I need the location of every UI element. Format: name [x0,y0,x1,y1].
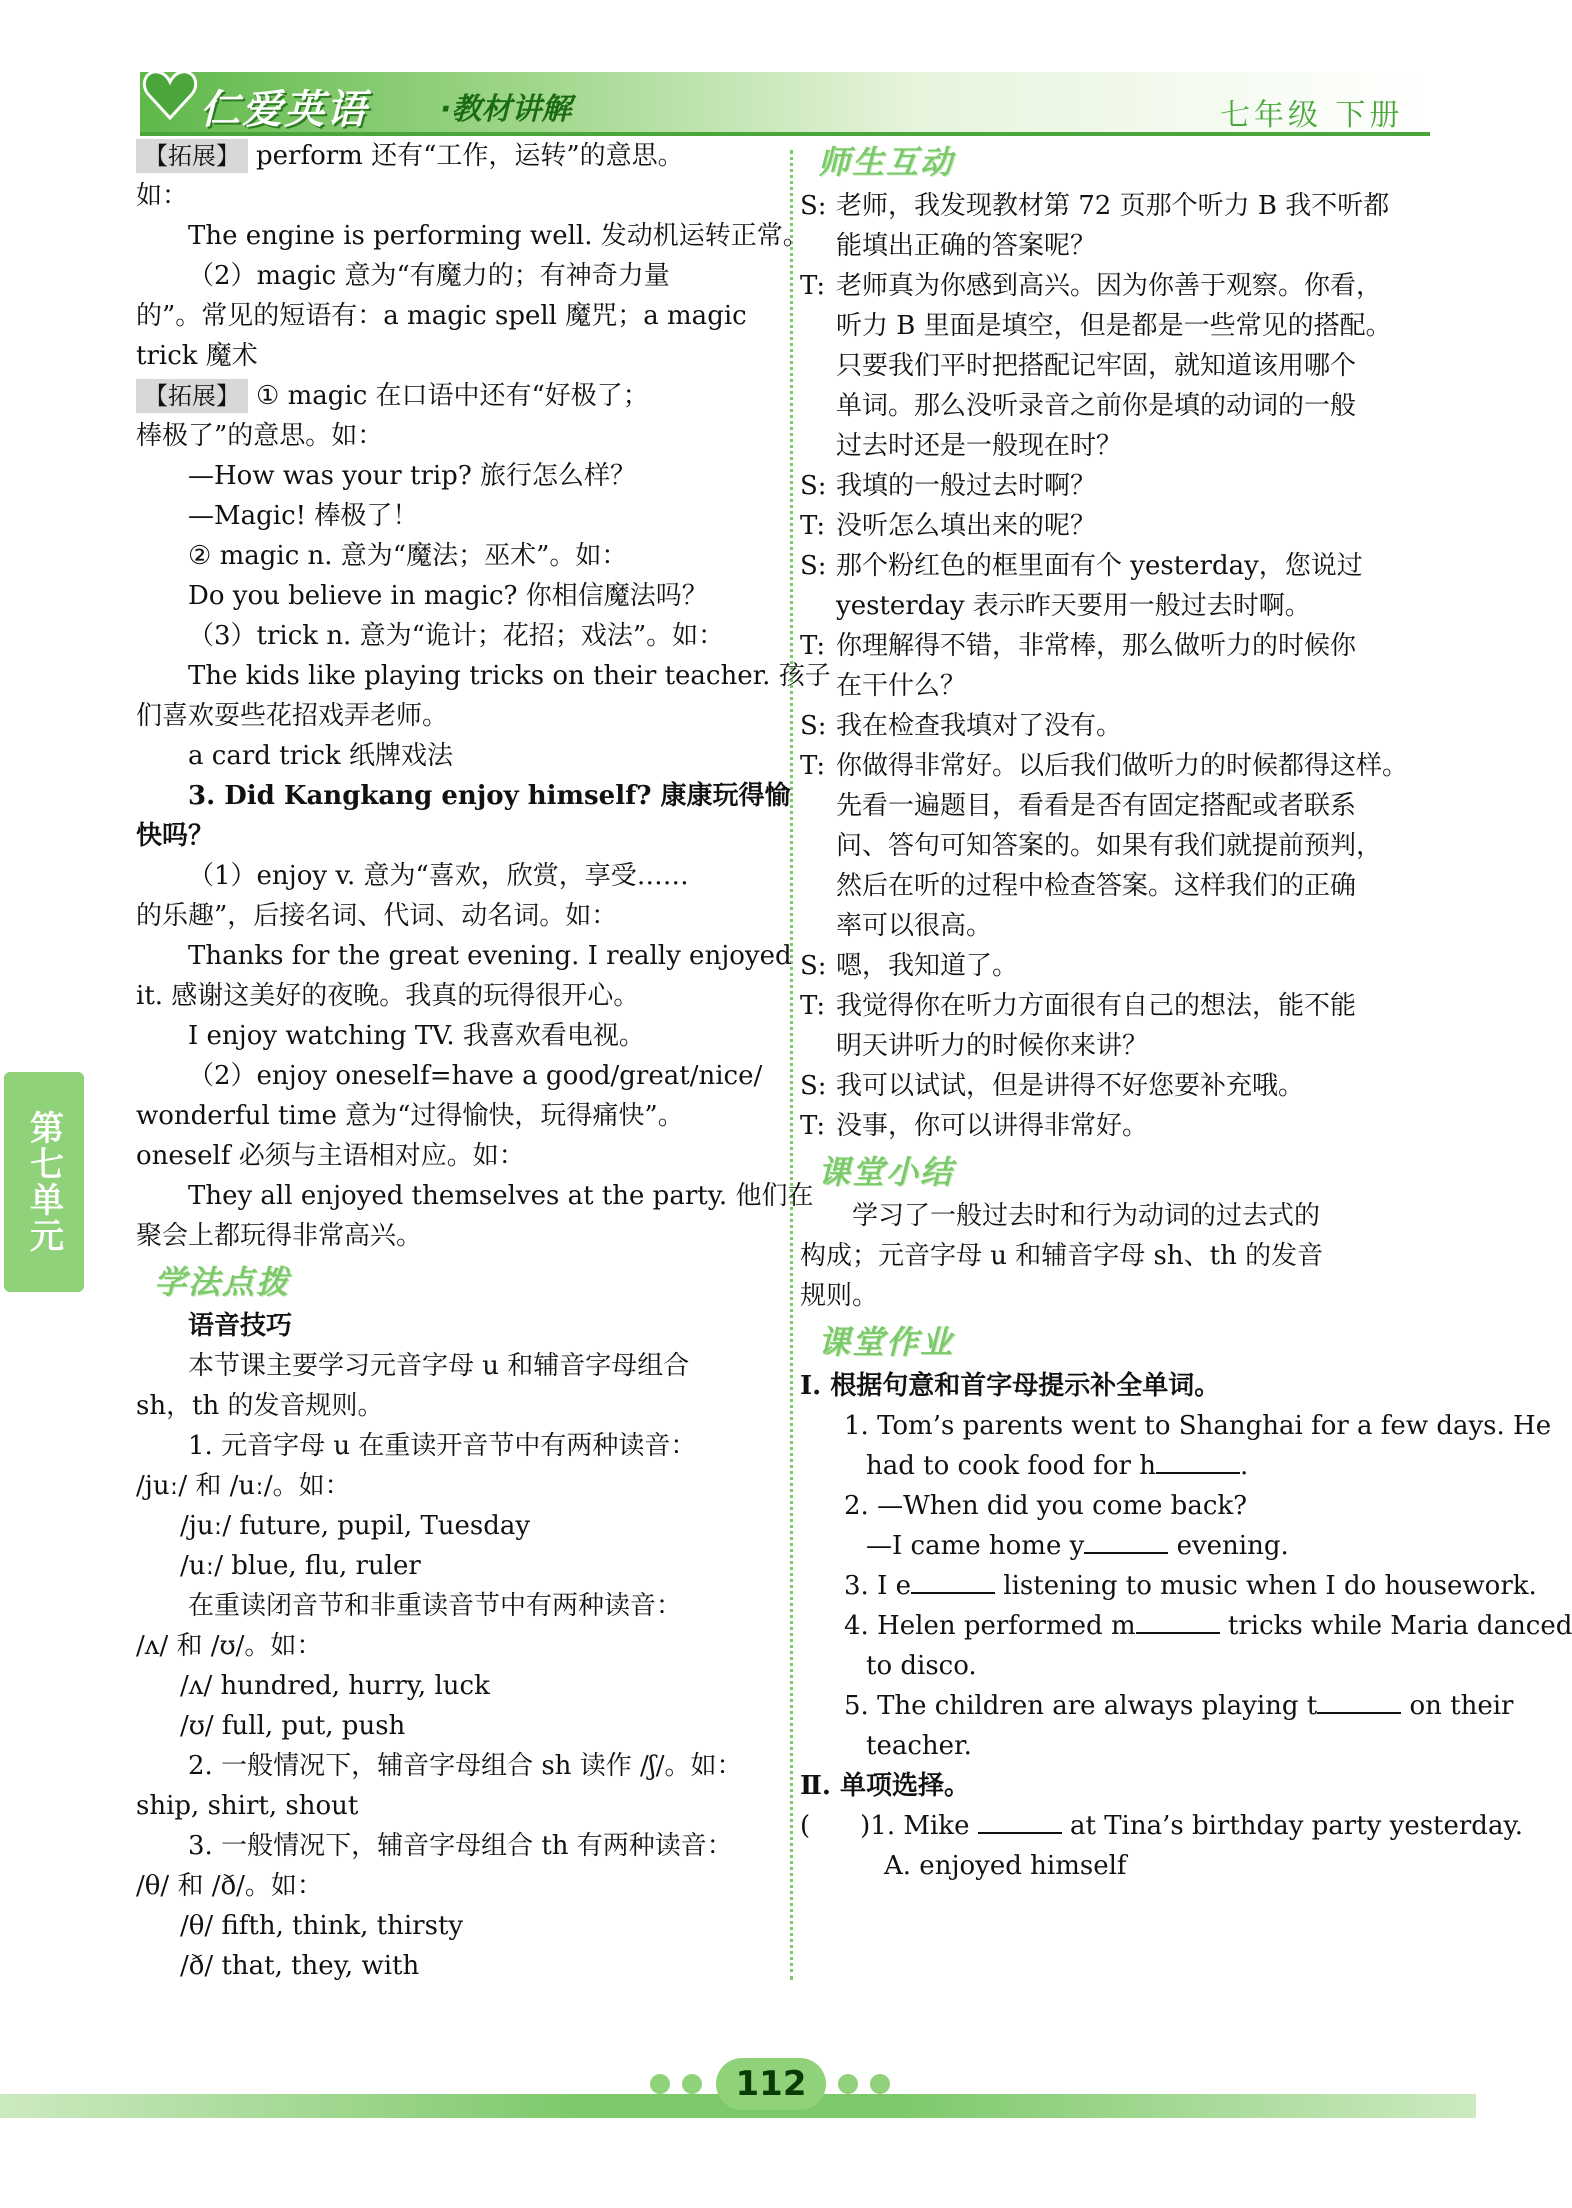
grade-label: 七年级 下册 [1220,98,1404,133]
text-line-content: /juː/ future, pupil, Tuesday [180,1511,531,1541]
dialogue-turn [800,1106,1440,1146]
right-column [800,136,1572,1886]
mc-paren-open: ( [800,1811,811,1841]
text-line-content: trick 魔术 [136,341,258,371]
text-line [136,256,776,296]
text-line-content: ship, shirt, shout [136,1791,359,1821]
summary-line: 规则。 [800,1281,879,1311]
dialogue-turn [800,706,1440,746]
text-line-content: 3. 一般情况下，辅音字母组合 th 有两种读音： [188,1831,733,1861]
question-2-tail: evening. [1176,1531,1289,1561]
text-line-content: 棒极了”的意思。如： [136,421,384,451]
text-line [136,1826,776,1866]
section-title-summary: 课堂小结 [818,1153,955,1191]
question-4-tail: tricks while Maria danced [1227,1611,1572,1641]
text-line-content: perform 还有“工作，运转”的意思。 [256,141,684,171]
heart-logo-icon [140,64,200,124]
summary-line: 构成；元音字母 u 和辅音字母 sh、th 的发音 [800,1241,1324,1271]
page-number: 112 [716,2058,826,2110]
text-line [136,576,776,616]
text-line [136,1386,776,1426]
text-line-content: /ð/ that, they, with [180,1951,420,1981]
question-4-text: 4. Helen performed m [844,1611,1136,1641]
speaker-label: S: [800,191,827,221]
text-line [136,816,776,856]
left-column [136,136,831,1986]
answer-blank[interactable] [1084,1526,1168,1554]
dialogue-text [836,706,1440,746]
text-line-content: 在重读闭音节和非重读音节中有两种读音： [188,1591,683,1621]
speaker-label: T: [800,1111,826,1141]
text-line [136,1666,776,1706]
text-line [136,536,776,576]
section-title-method: 学法点拨 [154,1263,291,1301]
speaker-label: S: [800,551,827,581]
dialogue-line: 能填出正确的答案呢？ [836,231,1097,261]
part1-title: Ⅰ. 根据句意和首字母提示补全单词。 [800,1371,1221,1401]
text-line [136,1706,776,1746]
dialogue-line: 明天讲听力的时候你来讲？ [836,1031,1149,1061]
dialogue-line: 单词。那么没听录音之前你是填的动词的一般 [836,391,1357,421]
dialogue-line: 嗯，我知道了。 [836,951,1019,981]
text-line-content: a card trick 纸牌戏法 [188,741,453,771]
dialogue-turn [800,506,1440,546]
page-footer [0,2030,1476,2208]
dialogue-line: 过去时还是一般现在时？ [836,431,1123,461]
dialogue-line: 你理解得不错，非常棒，那么做听力的时候你 [836,631,1357,661]
text-line [136,1546,776,1586]
text-line [136,1586,776,1626]
text-line-content: 语音技巧 [188,1311,293,1341]
dialogue-line: 老师真为你感到高兴。因为你善于观察。你看， [836,271,1383,301]
mc-question-1 [800,1806,1523,1846]
dialogue-line: 率可以很高。 [836,911,993,941]
text-line [136,1626,776,1666]
text-line [136,976,776,1016]
text-line [136,1016,776,1056]
dialogue-line: 你做得非常好。以后我们做听力的时候都得这样。 [836,751,1409,781]
question-3-text: 3. I e [844,1571,911,1601]
text-line-content: I enjoy watching TV. 我喜欢看电视。 [188,1021,645,1051]
dialogue-text [836,946,1440,986]
dialogue-turn [800,946,1440,986]
extension-tag: 【拓展】 [136,379,248,413]
text-line [136,1096,776,1136]
text-line [136,1786,776,1826]
text-line [136,1906,776,1946]
question-1-line-2: had to cook food for h . [800,1446,1440,1486]
text-line [136,136,776,176]
page-header [0,0,1476,140]
text-line-content: 的乐趣”，后接名词、代词、动名词。如： [136,901,618,931]
dialogue-line: 没听怎么填出来的呢？ [836,511,1097,541]
dialogue-text [836,746,1440,946]
question-2-text: —I came home y [866,1531,1085,1561]
text-line [136,1466,776,1506]
text-line [136,1056,776,1096]
unit-side-tab: 第七单元 [4,1072,84,1292]
question-4-line-2: to disco. [866,1651,977,1681]
text-line-content: Do you believe in magic? 你相信魔法吗？ [188,581,708,611]
dialogue-line: 我填的一般过去时啊？ [836,471,1097,501]
text-line-content: 2. 一般情况下，辅音字母组合 sh 读作 /ʃ/。如： [188,1751,743,1781]
dialogue-turn [800,1066,1440,1106]
text-line-content: 本节课主要学习元音字母 u 和辅音字母组合 [188,1351,690,1381]
text-line [136,1346,776,1386]
answer-blank[interactable] [1317,1686,1401,1714]
book-subtitle: ·教材讲解 [440,92,572,127]
text-line-content: （3）trick n. 意为“诡计；花招；戏法”。如： [188,621,725,651]
dialogue-line: 那个粉红色的框里面有个 yesterday，您说过 [836,551,1363,581]
text-line-content: The engine is performing well. 发动机运转正常。 [188,221,809,251]
mc-question-1-text: )1. Mike [860,1811,970,1841]
question-4 [800,1606,1572,1646]
speaker-label: S: [800,471,827,501]
question-1-line-1: 1. Tom’s parents went to Shanghai for a few days. He [844,1411,1552,1441]
speaker-label: S: [800,951,827,981]
answer-blank[interactable] [911,1566,995,1594]
decor-dot [682,2074,702,2094]
dialogue-turn [800,546,1440,626]
speaker-label: T: [800,271,826,301]
text-line [136,1746,776,1786]
speaker-label: T: [800,991,826,1021]
text-line-content: /θ/ 和 /ð/。如： [136,1871,323,1901]
dialogue-line: 听力 B 里面是填空，但是都是一些常见的搭配。 [836,311,1392,341]
text-line [136,656,831,696]
speaker-label: T: [800,631,826,661]
text-line-content: —Magic! 棒极了！ [188,501,419,531]
text-line [136,1506,776,1546]
summary-line: 学习了一般过去时和行为动词的过去式的 [852,1201,1321,1231]
dialogue-text [836,1066,1440,1106]
dialogue-line: 问、答句可知答案的。如果有我们就提前预判， [836,831,1383,861]
text-line-content: ① magic 在口语中还有“好极了； [256,381,649,411]
speaker-label: T: [800,751,826,781]
answer-blank[interactable] [1136,1606,1220,1634]
text-line [136,1306,776,1346]
dialogue-line: 然后在听的过程中检查答案。这样我们的正确 [836,871,1357,901]
text-line [136,176,776,216]
summary-block [800,1196,1440,1316]
text-line [136,296,776,336]
text-line-content: 聚会上都玩得非常高兴。 [136,1221,423,1251]
dialogue-line: 只要我们平时把搭配记牢固，就知道该用哪个 [836,351,1357,381]
text-line-content: /ʊ/ full, put, push [180,1711,406,1741]
text-line [136,1176,814,1216]
text-line [136,1216,776,1256]
question-3 [800,1566,1537,1606]
dialogue-turn [800,986,1440,1066]
question-3-tail: listening to music when I do housework. [1003,1571,1537,1601]
mc-question-1-tail: at Tina’s birthday party yesterday. [1069,1811,1523,1841]
question-1-text: had to cook food for h [866,1451,1156,1481]
decor-dot [838,2074,858,2094]
text-line-content: /ʌ/ 和 /ʊ/。如： [136,1631,323,1661]
section-title-interaction: 师生互动 [818,143,955,181]
text-line-content: 1. 元音字母 u 在重读开音节中有两种读音： [188,1431,697,1461]
dialogue-line: 没事，你可以讲得非常好。 [836,1111,1149,1141]
text-line-content: /juː/ 和 /uː/。如： [136,1471,351,1501]
text-line [136,896,776,936]
speaker-label: S: [800,711,827,741]
part2-title: Ⅱ. 单项选择。 [800,1771,971,1801]
text-line [136,1426,776,1466]
brand-title: 仁爱英语 [200,87,368,133]
question-5-text: 5. The children are always playing t [844,1691,1318,1721]
text-line-content: /uː/ blue, flu, ruler [180,1551,421,1581]
text-line [136,856,776,896]
left-phonics-block [136,1306,776,1986]
dialogue-line: 先看一遍题目，看看是否有固定搭配或者联系 [836,791,1357,821]
text-line [136,936,792,976]
text-line [136,456,776,496]
text-line [136,776,791,816]
question-5 [800,1686,1514,1726]
text-line-content: wonderful time 意为“过得愉快，玩得痛快”。 [136,1101,684,1131]
text-line-content: 3. Did Kangkang enjoy himself? 康康玩得愉 [188,781,791,811]
extension-tag: 【拓展】 [136,139,248,173]
text-line-content: it. 感谢这美好的夜晚。我真的玩得很开心。 [136,981,640,1011]
text-line [136,1866,776,1906]
dialogue-text [836,546,1440,626]
text-line-content: sh，th 的发音规则。 [136,1391,384,1421]
text-line-content: Thanks for the great evening. I really enjoyed [188,941,792,971]
text-line-content: /ʌ/ hundred, hurry, luck [180,1671,490,1701]
text-line [136,496,776,536]
text-line-content: 如： [136,181,189,211]
dialogue-turn [800,466,1440,506]
dialogue-text [836,986,1440,1066]
dialogue-line: 在干什么？ [836,671,967,701]
dialogue-text [836,626,1440,706]
text-line-content: ② magic n. 意为“魔法；巫术”。如： [188,541,628,571]
text-line-content: （2）magic 意为“有魔力的；有神奇力量 [188,261,670,291]
text-line-content: —How was your trip? 旅行怎么样？ [188,461,637,491]
text-line [136,216,809,256]
dialogue-text [836,266,1440,466]
answer-blank[interactable] [1156,1446,1240,1474]
left-text-block [136,136,831,1256]
question-2-line-1: 2. —When did you come back? [844,1491,1248,1521]
text-line [136,736,776,776]
text-line-content: They all enjoyed themselves at the party. 他们在 [188,1181,814,1211]
text-line [136,376,776,416]
decor-dot [650,2074,670,2094]
text-line-content: 们喜欢耍些花招戏弄老师。 [136,701,449,731]
dialogue-turn [800,186,1440,266]
speaker-label: S: [800,1071,827,1101]
decor-dot [870,2074,890,2094]
text-line [136,696,776,736]
dialogue-line: yesterday 表示昨天要用一般过去时啊。 [836,591,1311,621]
dialogue-text [836,466,1440,506]
mc-option-a[interactable]: A. enjoyed himself [884,1851,1127,1881]
dialogue-block [800,186,1440,1146]
text-line [136,1946,776,1986]
text-line [136,616,776,656]
section-title-homework: 课堂作业 [818,1323,955,1361]
text-line [136,336,776,376]
text-line-content: 快吗？ [136,821,215,851]
dialogue-text [836,1106,1440,1146]
dialogue-line: 我在检查我填对了没有。 [836,711,1123,741]
dialogue-text [836,506,1440,546]
speaker-label: T: [800,511,826,541]
answer-blank[interactable] [978,1806,1062,1834]
text-line [136,1136,776,1176]
dialogue-turn [800,626,1440,706]
text-line-content: 的”。常见的短语有：a magic spell 魔咒；a magic [136,301,747,331]
question-2-line-2 [800,1526,1440,1566]
text-line-content: oneself 必须与主语相对应。如： [136,1141,525,1171]
question-5-tail: on their [1409,1691,1514,1721]
column-divider [790,150,793,1980]
dialogue-line: 我可以试试，但是讲得不好您要补充哦。 [836,1071,1305,1101]
text-line-content: /θ/ fifth, think, thirsty [180,1911,464,1941]
dialogue-turn [800,266,1440,466]
text-line-content: The kids like playing tricks on their teacher. 孩子 [188,661,831,691]
dialogue-line: 我觉得你在听力方面很有自己的想法，能不能 [836,991,1357,1021]
dialogue-text [836,186,1440,266]
text-line [136,416,776,456]
text-line-content: （1）enjoy v. 意为“喜欢，欣赏，享受…… [188,861,689,891]
dialogue-line: 老师，我发现教材第 72 页那个听力 B 我不听都 [836,191,1390,221]
text-line-content: （2）enjoy oneself=have a good/great/nice/ [188,1061,763,1091]
question-5-line-2: teacher. [866,1731,972,1761]
dialogue-turn [800,746,1440,946]
